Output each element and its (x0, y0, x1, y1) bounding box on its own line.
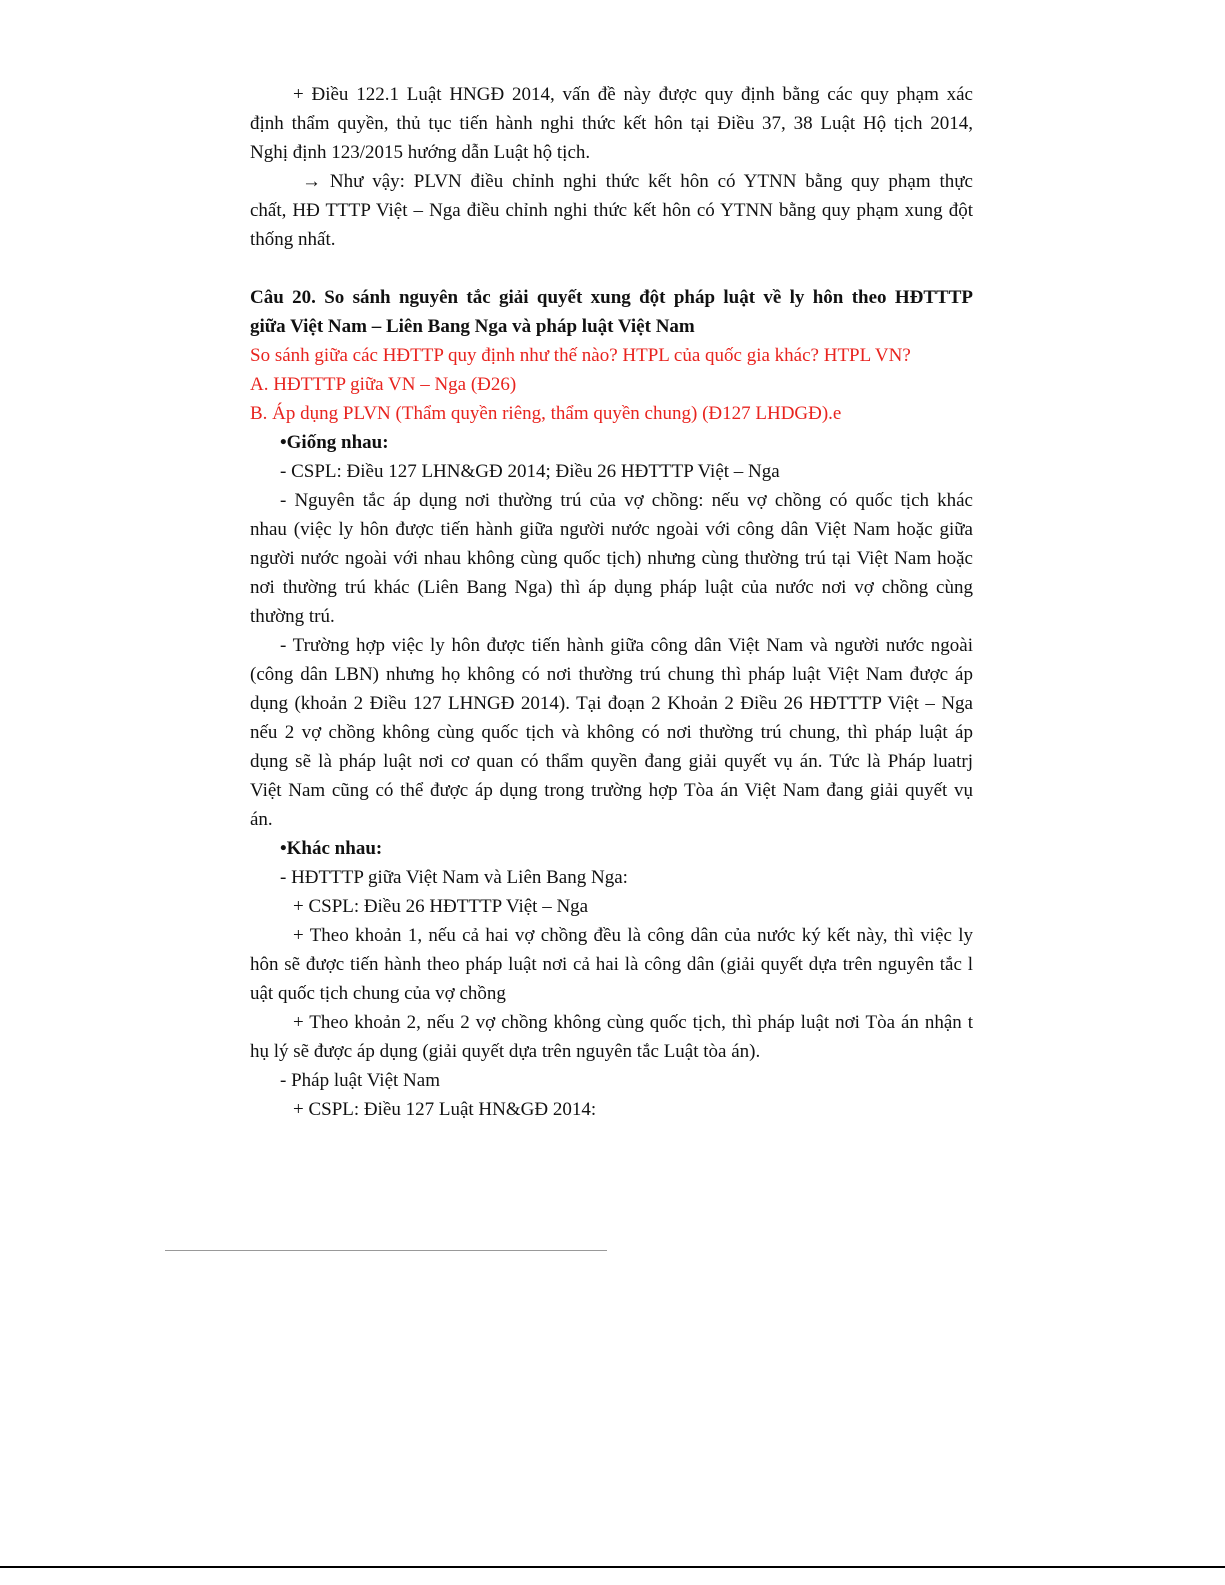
text-line: uật quốc tịch chung của vợ chồng (250, 983, 506, 1004)
text-line: → Như vậy: PLVN điều chỉnh nghi thức kết hôn có YTNN bằng quy phạm thực (302, 171, 973, 192)
red-notes (250, 341, 973, 428)
note-line: B. Áp dụng PLVN (Thẩm quyền riêng, thẩm quyền chung) (Đ127 LHDGĐ).e (250, 403, 842, 424)
document-body (250, 80, 973, 1124)
text-line: dụng sẽ là pháp luật nơi cơ quan có thẩm quyền đang giải quyết vụ án. Tức là Pháp luatrj (250, 751, 973, 772)
text-line: - Nguyên tắc áp dụng nơi thường trú của vợ chồng: nếu vợ chồng có quốc tịch khác (280, 490, 973, 511)
text-line: định thẩm quyền, thủ tục tiến hành nghi thức kết hôn tại Điều 37, 38 Luật Hộ tịch 2014, (250, 113, 973, 134)
text-line: + Theo khoản 1, nếu cả hai vợ chồng đều là công dân của nước ký kết này, thì việc ly (293, 925, 973, 946)
text-line: + Điều 122.1 Luật HNGĐ 2014, vấn đề này được quy định bằng các quy phạm xác (293, 84, 973, 105)
text-line: Nghị định 123/2015 hướng dẫn Luật hộ tịch. (250, 142, 591, 163)
paragraph-similar-residence (250, 486, 973, 631)
note-line: So sánh giữa các HĐTTP quy định như thế nào? HTPL của quốc gia khác? HTPL VN? (250, 345, 911, 366)
text-line: dụng (khoản 2 Điều 127 LHNGĐ 2014). Tại đoạn 2 Khoản 2 Điều 26 HĐTTTP Việt – Nga (250, 693, 973, 714)
heading-line: giữa Việt Nam – Liên Bang Nga và pháp luật Việt Nam (250, 316, 695, 337)
text-line: + Theo khoản 2, nếu 2 vợ chồng không cùng quốc tịch, thì pháp luật nơi Tòa án nhận t (293, 1012, 973, 1033)
text-line: án. (250, 809, 273, 830)
text-line: nếu 2 vợ chồng không cùng quốc tịch và không có nơi thường trú chung, thì pháp luật áp (250, 722, 973, 743)
text-line: thống nhất. (250, 229, 336, 250)
text-line: nơi thường trú khác (Liên Bang Nga) thì áp dụng pháp luật của nước nơi vợ chồng cùng (250, 577, 973, 598)
diff-vn-law: - Pháp luật Việt Nam (280, 1070, 440, 1091)
text-line: Việt Nam cũng có thể được áp dụng trong trường hợp Tòa án Việt Nam đang giải quyết vụ (250, 780, 973, 801)
question-heading (250, 283, 973, 341)
paragraph-diff-k2 (250, 1008, 973, 1066)
diff-treaty-cspl: + CSPL: Điều 26 HĐTTTP Việt – Nga (293, 896, 589, 917)
text-line: chất, HĐ TTTP Việt – Nga điều chỉnh nghi thức kết hôn có YTNN bằng quy phạm xung đột (250, 200, 973, 221)
text-line: - Trường hợp việc ly hôn được tiến hành giữa công dân Việt Nam và người nước ngoài (280, 635, 973, 656)
text-line: hôn sẽ được tiến hành theo pháp luật nơi cả hai là công dân (giải quyết dựa trên nguyên tắc l (250, 954, 973, 975)
diff-vn-law-cspl: + CSPL: Điều 127 Luật HN&GĐ 2014: (293, 1099, 597, 1120)
paragraph-diff-k1 (250, 921, 973, 1008)
page-bottom-border (0, 1566, 1225, 1568)
text-line: nhau (việc ly hôn được tiến hành giữa người nước ngoài với công dân Việt Nam hoặc giữa (250, 519, 973, 540)
footnote-separator (165, 1250, 607, 1251)
text-line: (công dân LBN) nhưng họ không có nơi thường trú chung thì pháp luật Việt Nam được áp (250, 664, 973, 685)
paragraph-conclusion (250, 167, 973, 254)
different-heading: •Khác nhau: (280, 838, 383, 859)
text-line: thường trú. (250, 606, 335, 627)
similar-heading: •Giống nhau: (280, 432, 389, 453)
paragraph-similar-no-common-residence (250, 631, 973, 834)
heading-line: Câu 20. So sánh nguyên tắc giải quyết xung đột pháp luật về ly hôn theo HĐTTTP (250, 287, 973, 308)
note-line: A. HĐTTTP giữa VN – Nga (Đ26) (250, 374, 517, 395)
text-line: người nước ngoài với nhau không cùng quốc tịch) nhưng cùng thường trú tại Việt Nam hoặc (250, 548, 973, 569)
similar-cspl: - CSPL: Điều 127 LHN&GĐ 2014; Điều 26 HĐTTTP Việt – Nga (280, 461, 780, 482)
text-line: hụ lý sẽ được áp dụng (giải quyết dựa trên nguyên tắc Luật tòa án). (250, 1041, 761, 1062)
diff-treaty: - HĐTTTP giữa Việt Nam và Liên Bang Nga: (280, 867, 628, 888)
paragraph-dieu-122 (250, 80, 973, 167)
